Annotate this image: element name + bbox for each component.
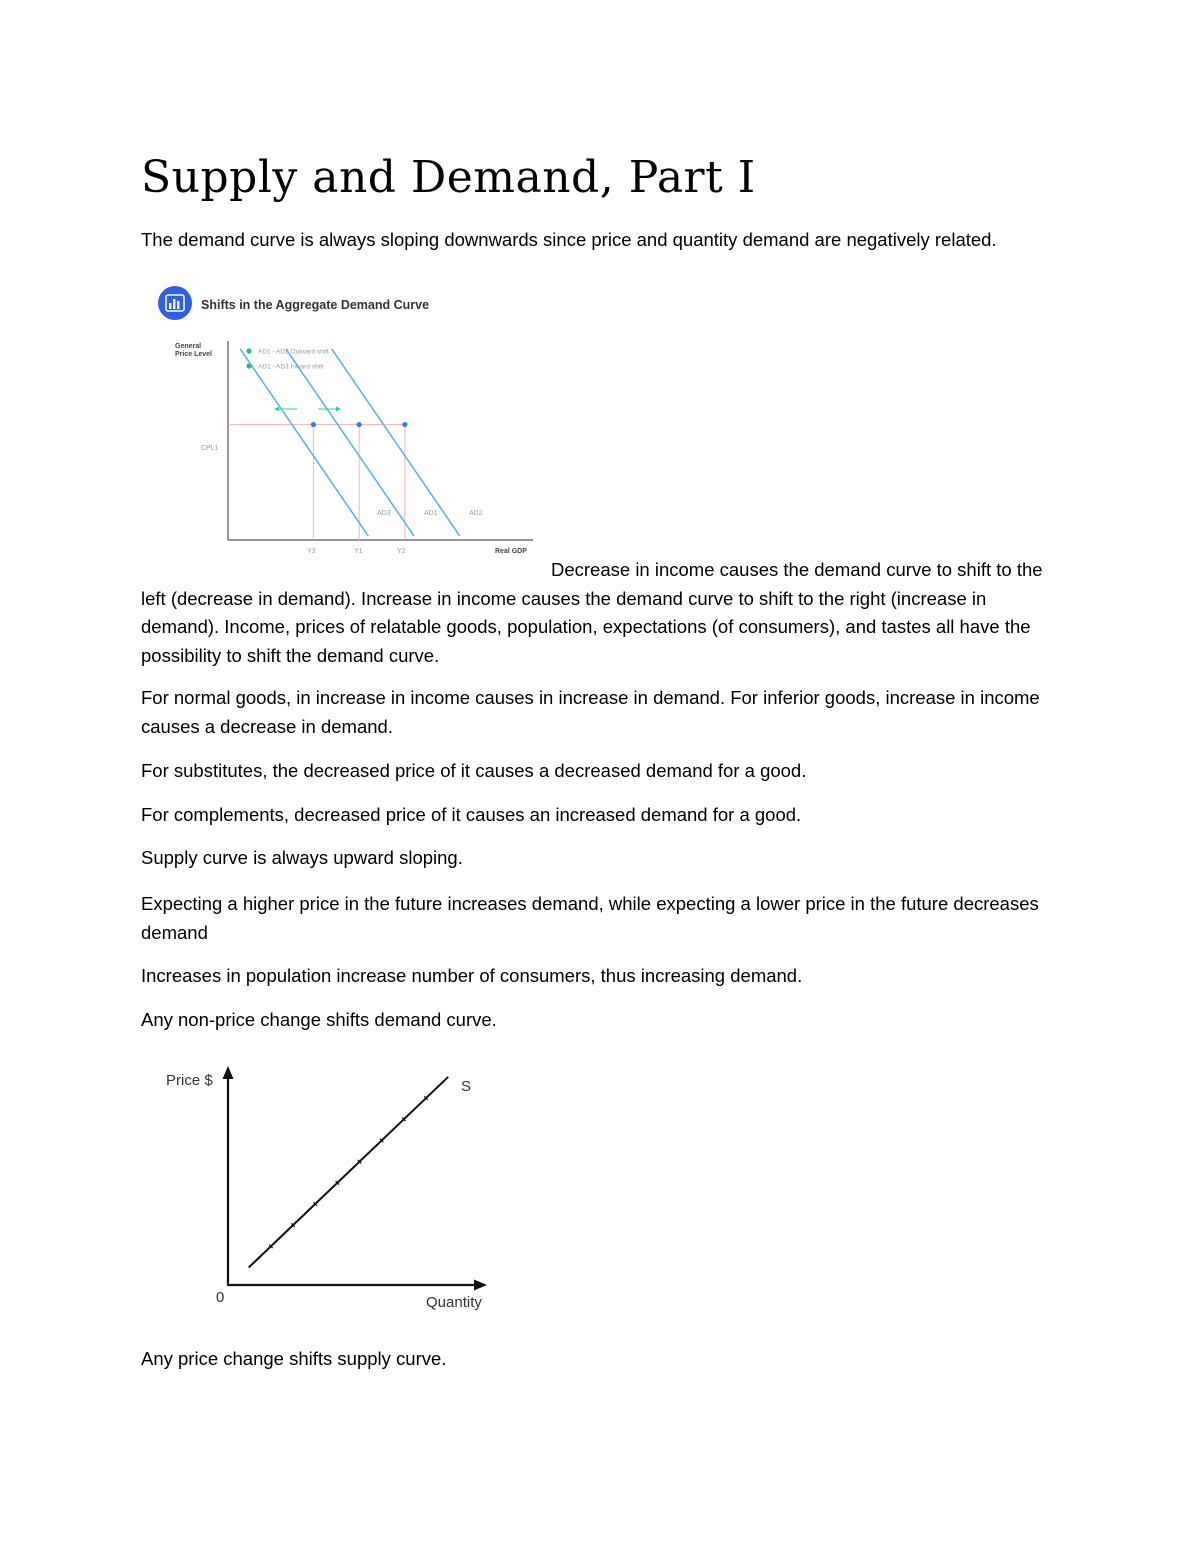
chart-title: Shifts in the Aggregate Demand Curve bbox=[201, 298, 430, 312]
paragraph-population: Increases in population increase number of consumers, thus increasing demand. bbox=[141, 965, 803, 986]
supply-curve-group bbox=[249, 1077, 448, 1268]
paragraph-expectations: Expecting a higher price in the future increases demand, while expecting a lower price in the future decreases demand bbox=[141, 893, 1039, 943]
price-level-label: CPL1 bbox=[201, 445, 219, 452]
shift-right-arrow bbox=[318, 407, 341, 412]
y-axis-label-line1: General bbox=[175, 343, 202, 350]
y-axis-label: Price $ bbox=[166, 1072, 213, 1089]
paragraph-complements: For complements, decreased price of it causes an increased demand for a good. bbox=[141, 804, 802, 825]
paragraph-price-change: Any price change shifts supply curve. bbox=[141, 1348, 447, 1369]
paragraph-normal-inferior-goods: For normal goods, in increase in income causes in increase in demand. For inferior goods, increase in income causes a decrease in demand. bbox=[141, 687, 1040, 737]
demand-curve-ad3 bbox=[240, 349, 368, 536]
x-axis-arrowhead bbox=[474, 1280, 487, 1291]
x-tick-y1: Y1 bbox=[354, 548, 363, 555]
shift-left-arrow bbox=[274, 407, 297, 412]
demand-curve-ad1 bbox=[286, 349, 414, 536]
guide-lines bbox=[228, 425, 405, 540]
y-axis-label-line2: Price Level bbox=[175, 351, 212, 358]
curve-label-ad1: AD1 bbox=[424, 510, 438, 517]
page-title: Supply and Demand, Part I bbox=[141, 152, 756, 203]
paragraph-income-shift: Decrease in income causes the demand curve to shift to the left (decrease in demand). Increase in income causes the demand curve to shift to the right (increase in demand). Income, prices of relatable goods, population, expectations (of consumers), and tastes all have the possibility to shift the demand curve. bbox=[141, 559, 1043, 666]
legend-outward-shift: AD1 - AD2 Outward shift bbox=[258, 348, 329, 356]
paragraph-demand-slope: The demand curve is always sloping downwards since price and quantity demand are negatively related. bbox=[141, 229, 997, 250]
equilibrium-point-0 bbox=[311, 422, 316, 427]
supply-curve-chart bbox=[160, 1040, 505, 1315]
x-axis-label: Real GDP bbox=[495, 548, 527, 555]
legend-dot-outward bbox=[246, 348, 251, 353]
paragraph-non-price-change: Any non-price change shifts demand curve. bbox=[141, 1009, 497, 1030]
legend-inward-shift: AD1 - AD3 Inward shift bbox=[258, 363, 324, 371]
paragraph-supply-slope: Supply curve is always upward sloping. bbox=[141, 847, 463, 868]
y-axis-arrowhead bbox=[223, 1066, 234, 1079]
aggregate-demand-chart bbox=[155, 283, 540, 561]
curve-label-ad2: AD2 bbox=[469, 510, 483, 517]
demand-curves bbox=[240, 349, 460, 536]
paragraph-substitutes: For substitutes, the decreased price of it causes a decreased demand for a good. bbox=[141, 760, 807, 781]
supply-curve bbox=[249, 1077, 448, 1268]
x-tick-y3: Y3 bbox=[307, 548, 316, 555]
x-tick-y2: Y2 bbox=[397, 548, 406, 555]
demand-curve-ad2 bbox=[332, 349, 460, 536]
curve-label-s: S bbox=[461, 1078, 472, 1095]
equilibrium-point-2 bbox=[402, 422, 407, 427]
curve-label-ad3: AD3 bbox=[377, 510, 391, 517]
x-axis-label: Quantity bbox=[426, 1294, 482, 1311]
origin-label: 0 bbox=[216, 1289, 225, 1306]
equilibrium-point-1 bbox=[357, 422, 362, 427]
